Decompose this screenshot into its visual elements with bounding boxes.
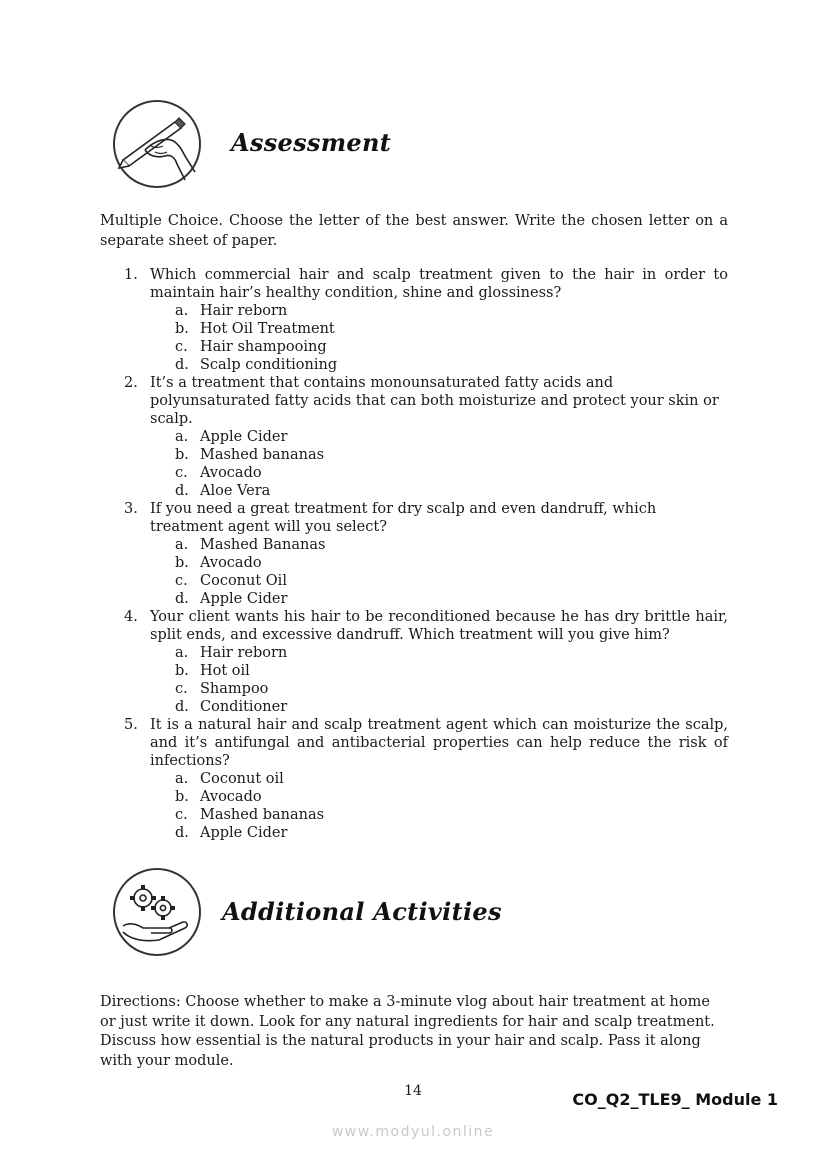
module-code: CO_Q2_TLE9_ Module 1 — [572, 1090, 778, 1109]
option-item — [150, 428, 728, 446]
question-item — [100, 266, 728, 374]
option-item — [150, 356, 728, 374]
option-letter: a. — [175, 429, 189, 445]
question-number: 1. — [124, 267, 138, 283]
option-item — [150, 698, 728, 716]
option-letter: b. — [175, 663, 189, 679]
option-item — [150, 662, 728, 680]
question-text: If you need a great treatment for dry scalp and even dandruff, which treatment agent will you select? — [150, 501, 657, 535]
option-letter: d. — [175, 591, 189, 607]
option-list — [150, 536, 728, 608]
question-number: 5. — [124, 717, 138, 733]
option-letter: a. — [175, 645, 189, 661]
option-list — [150, 428, 728, 500]
option-letter: b. — [175, 789, 189, 805]
question-text: Which commercial hair and scalp treatment given to the hair in order to maintain hair’s healthy condition, shine and glossiness? — [150, 267, 728, 301]
option-letter: c. — [175, 807, 188, 823]
option-letter: d. — [175, 483, 189, 499]
option-letter: c. — [175, 339, 188, 355]
option-item — [150, 788, 728, 806]
additional-activities-heading: Additional Activities — [222, 897, 502, 926]
option-text: Apple Cider — [200, 591, 288, 607]
option-list — [150, 302, 728, 374]
option-letter: a. — [175, 537, 189, 553]
option-text: Mashed bananas — [200, 447, 325, 463]
option-letter: c. — [175, 573, 188, 589]
option-letter: c. — [175, 465, 188, 481]
option-text: Hair reborn — [200, 303, 288, 319]
option-text: Apple Cider — [200, 825, 288, 841]
option-list — [150, 644, 728, 716]
question-text: It’s a treatment that contains monounsaturated fatty acids and polyunsaturated fatty acids that can both moisturize and protect your skin or scalp. — [150, 375, 719, 427]
option-text: Coconut Oil — [200, 573, 287, 589]
option-text: Hair reborn — [200, 645, 288, 661]
option-letter: b. — [175, 555, 189, 571]
question-item — [100, 500, 728, 608]
question-item — [100, 716, 728, 842]
option-item — [150, 770, 728, 788]
option-item — [150, 680, 728, 698]
option-text: Coconut oil — [200, 771, 284, 787]
question-number: 2. — [124, 375, 138, 391]
option-letter: b. — [175, 321, 189, 337]
option-text: Mashed bananas — [200, 807, 325, 823]
question-number: 4. — [124, 609, 138, 625]
option-text: Avocado — [200, 555, 262, 571]
option-text: Avocado — [200, 789, 262, 805]
option-item — [150, 338, 728, 356]
page-number: 14 — [404, 1083, 422, 1099]
option-item — [150, 554, 728, 572]
question-item — [100, 374, 728, 500]
option-text: Avocado — [200, 465, 262, 481]
option-item — [150, 464, 728, 482]
option-letter: d. — [175, 825, 189, 841]
assessment-heading: Assessment — [231, 128, 392, 157]
additional-directions: Directions: Choose whether to make a 3-minute vlog about hair treatment at home or just write it down. Look for any natural ingredients for hair and scalp treatment. Discuss how essential is the natural products in your hair and scalp. Pass it along with your module. — [100, 994, 715, 1069]
option-letter: d. — [175, 699, 189, 715]
option-text: Apple Cider — [200, 429, 288, 445]
question-number: 3. — [124, 501, 138, 517]
option-item — [150, 482, 728, 500]
option-letter: b. — [175, 447, 189, 463]
option-text: Hot Oil Treatment — [200, 321, 335, 337]
option-letter: d. — [175, 357, 189, 373]
option-item — [150, 536, 728, 554]
option-item — [150, 590, 728, 608]
option-letter: c. — [175, 681, 188, 697]
option-item — [150, 302, 728, 320]
option-text: Hot oil — [200, 663, 250, 679]
option-item — [150, 446, 728, 464]
option-text: Mashed Bananas — [200, 537, 326, 553]
option-text: Conditioner — [200, 699, 288, 715]
option-text: Aloe Vera — [200, 483, 271, 499]
question-text: Your client wants his hair to be reconditioned because he has dry brittle hair, split ends, and excessive dandruff. Which treatment will you give him? — [150, 609, 728, 643]
option-item — [150, 572, 728, 590]
watermark: www.modyul.online — [331, 1124, 495, 1140]
option-item — [150, 806, 728, 824]
option-text: Shampoo — [200, 681, 269, 697]
option-item — [150, 824, 728, 842]
option-letter: a. — [175, 771, 189, 787]
question-item — [100, 608, 728, 716]
assessment-instructions: Multiple Choice. Choose the letter of the best answer. Write the chosen letter on a separate sheet of paper. — [100, 213, 728, 249]
gears-on-hand-icon — [113, 868, 201, 956]
option-text: Scalp conditioning — [200, 357, 338, 373]
option-letter: a. — [175, 303, 189, 319]
option-list — [150, 770, 728, 842]
question-list — [100, 266, 728, 842]
option-text: Hair shampooing — [200, 339, 327, 355]
option-item — [150, 644, 728, 662]
hand-writing-pencil-icon — [113, 100, 201, 188]
option-item — [150, 320, 728, 338]
question-text: It is a natural hair and scalp treatment agent which can moisturize the scalp, and it’s antifungal and antibacterial properties can help reduce the risk of infections? — [150, 717, 728, 769]
